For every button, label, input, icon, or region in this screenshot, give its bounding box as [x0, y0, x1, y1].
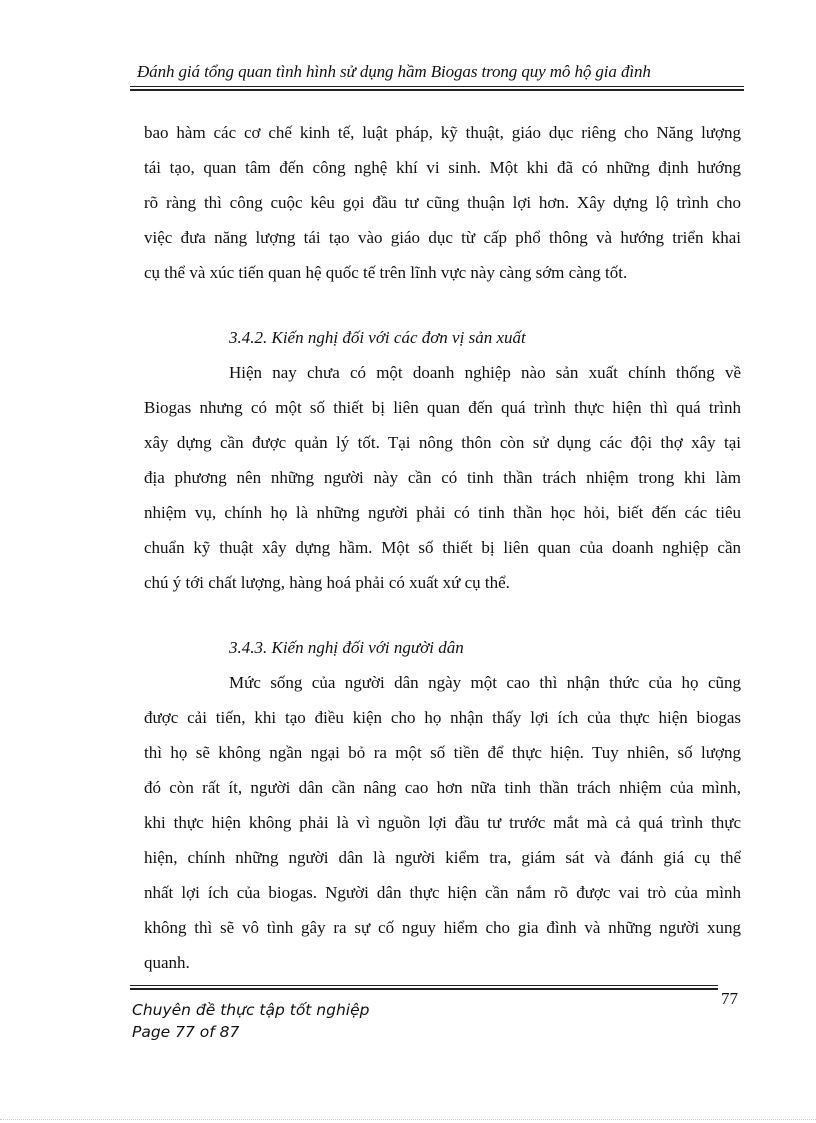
text-line: không thì sẽ vô tình gây ra sự cố nguy hiểm cho gia đình và những người xung	[144, 918, 741, 937]
section-heading-342: 3.4.2. Kiến nghị đối với các đơn vị sản xuất	[229, 328, 526, 347]
text-line: chú ý tới chất lượng, hàng hoá phải có xuất xứ cụ thể.	[144, 573, 510, 592]
text-line: rõ ràng thì công cuộc kêu gọi đầu tư cũng thuận lợi hơn. Xây dựng lộ trình cho	[144, 193, 741, 212]
text-line: Hiện nay chưa có một doanh nghiệp nào sản xuất chính thống về	[229, 363, 741, 382]
header-rule	[130, 86, 744, 87]
text-line: bao hàm các cơ chế kinh tế, luật pháp, kỹ thuật, giáo dục riêng cho Năng lượng	[144, 123, 741, 142]
text-line: thì họ sẽ không ngần ngại bỏ ra một số tiền để thực hiện. Tuy nhiên, số lượng	[144, 743, 741, 762]
text-line: quanh.	[144, 953, 190, 972]
running-header-title: Đánh giá tổng quan tình hình sử dụng hầm Biogas trong quy mô hộ gia đình	[137, 62, 651, 81]
text-line: địa phương nên những người này cần có tinh thần trách nhiệm trong khi làm	[144, 468, 741, 487]
footer-rule-thick	[130, 988, 718, 990]
footer-page-count: Page 77 of 87	[132, 1023, 240, 1041]
footer-doc-type: Chuyên đề thực tập tốt nghiệp	[132, 1001, 370, 1019]
text-line: hiện, chính những người dân là người kiểm tra, giám sát và đánh giá cụ thể	[144, 848, 741, 867]
page-bottom-edge	[0, 1119, 816, 1120]
text-line: cụ thể và xúc tiến quan hệ quốc tế trên lĩnh vực này càng sớm càng tốt.	[144, 263, 628, 282]
page-number: 77	[721, 989, 738, 1008]
text-line: được cải tiến, khi tạo điều kiện cho họ nhận thấy lợi ích của thực hiện biogas	[144, 708, 741, 727]
text-line: Biogas nhưng có một số thiết bị liên quan đến quá trình thực hiện thì quá trình	[144, 398, 741, 417]
footer-rule	[130, 985, 718, 986]
section-heading-343: 3.4.3. Kiến nghị đối với người dân	[229, 638, 464, 657]
text-line: đó còn rất ít, người dân cần nâng cao hơn nữa tinh thần trách nhiệm của mình,	[144, 778, 741, 797]
header-rule-thick	[130, 89, 744, 91]
text-line: việc đưa năng lượng tái tạo vào giáo dục từ cấp phổ thông và hướng triển khai	[144, 228, 741, 247]
text-line: nhất lợi ích của biogas. Người dân thực hiện cần nắm rõ được vai trò của mình	[144, 883, 741, 902]
text-line: khi thực hiện không phải là vì nguồn lợi đầu tư trước mắt mà cả quá trình thực	[144, 813, 741, 832]
text-line: tái tạo, quan tâm đến công nghệ khí vi sinh. Một khi đã có những định hướng	[144, 158, 741, 177]
text-line: xây dựng cần được quản lý tốt. Tại nông thôn còn sử dụng các đội thợ xây tại	[144, 433, 741, 452]
text-line: chuẩn kỹ thuật xây dựng hầm. Một số thiết bị liên quan của doanh nghiệp cần	[144, 538, 741, 557]
text-line: Mức sống của người dân ngày một cao thì nhận thức của họ cũng	[229, 673, 741, 692]
text-line: nhiệm vụ, chính họ là những người phải có tinh thần học hỏi, biết đến các tiêu	[144, 503, 741, 522]
